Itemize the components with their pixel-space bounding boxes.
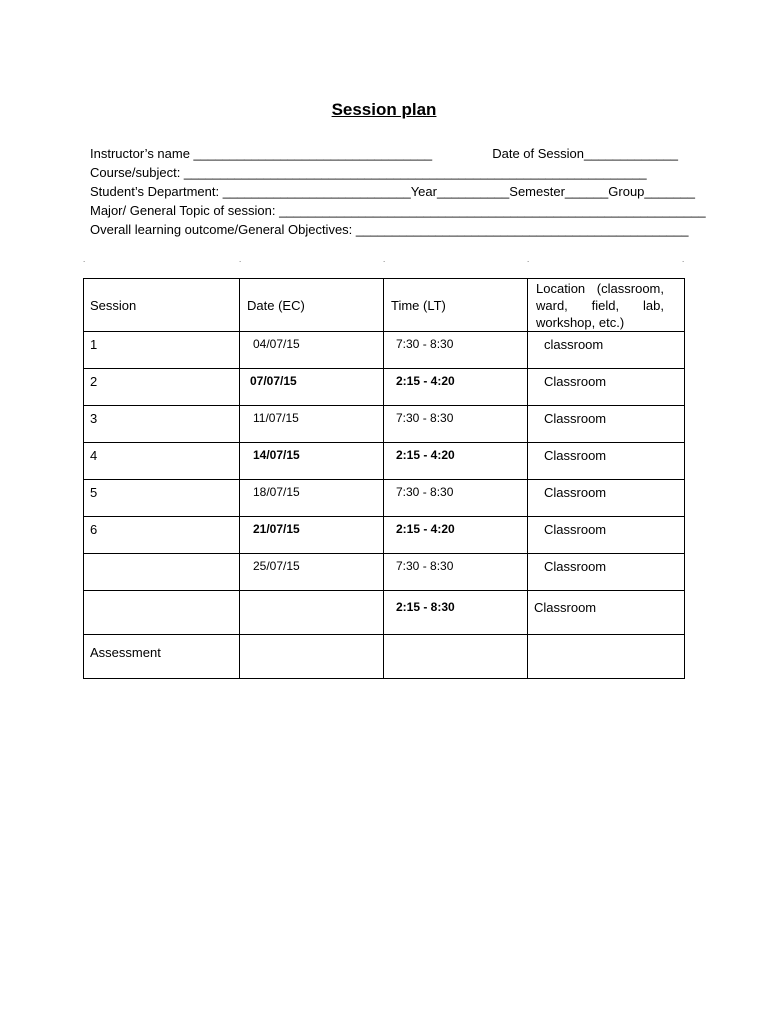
table-marker: . [527,255,530,264]
location-cell: Classroom [528,443,685,480]
time-cell: 2:15 - 4:20 [384,443,528,480]
date-of-session-field: Date of Session_____________ [492,146,678,161]
session-cell: 1 [84,332,240,369]
location-cell: Classroom [528,406,685,443]
table-row [84,591,685,635]
table-row [84,332,685,369]
session-cell [84,591,240,635]
department-year-semester-group-field: Student’s Department: __________________________Year__________Semester______Group_______ [90,184,696,199]
assessment-label: Assessment [84,635,240,679]
time-cell: 2:15 - 4:20 [384,517,528,554]
table-marker: . [83,255,86,264]
topic-field: Major/ General Topic of session: ___________________________________________________________ [90,203,706,218]
time-cell: 2:15 - 4:20 [384,369,528,406]
time-cell: 2:15 - 8:30 [384,591,528,635]
table-row [84,517,685,554]
session-cell: 3 [84,406,240,443]
time-cell: 7:30 - 8:30 [384,406,528,443]
location-cell: Classroom [528,517,685,554]
header-cell: Session [84,279,240,332]
page-title: Session plan [331,100,437,119]
session-table [83,278,685,679]
location-cell: Classroom [528,480,685,517]
date-cell: 11/07/15 [240,406,384,443]
assessment-row [84,635,685,679]
session-cell: 5 [84,480,240,517]
table-row [84,369,685,406]
table-row [84,443,685,480]
table-marker: . [682,255,685,264]
table-row [84,554,685,591]
location-cell: Classroom [528,591,685,635]
date-cell: 18/07/15 [240,480,384,517]
location-cell: Classroom [528,369,685,406]
time-cell: 7:30 - 8:30 [384,332,528,369]
table-header-row [84,279,685,332]
date-cell: 21/07/15 [240,517,384,554]
location-cell: Classroom [528,554,685,591]
table-row [84,480,685,517]
assessment-cell [384,635,528,679]
assessment-cell [240,635,384,679]
instructor-line [90,144,678,163]
instructor-name-field: Instructor’s name _________________________________ [90,146,433,161]
session-cell: 2 [84,369,240,406]
date-cell [240,591,384,635]
session-cell: 6 [84,517,240,554]
date-cell: 25/07/15 [240,554,384,591]
date-cell: 07/07/15 [240,369,384,406]
time-cell: 7:30 - 8:30 [384,554,528,591]
objectives-field: Overall learning outcome/General Objectives: ______________________________________________ [90,222,689,237]
table-marker: . [383,255,386,264]
date-cell: 04/07/15 [240,332,384,369]
location-cell: classroom [528,332,685,369]
date-cell: 14/07/15 [240,443,384,480]
header-cell: Location (classroom, ward, field, lab, workshop, etc.) [528,279,685,332]
header-cell: Date (EC) [240,279,384,332]
header-cell: Time (LT) [384,279,528,332]
table-marker: . [239,255,242,264]
session-cell: 4 [84,443,240,480]
session-cell [84,554,240,591]
table-row [84,406,685,443]
time-cell: 7:30 - 8:30 [384,480,528,517]
course-subject-field: Course/subject: ________________________________________________________________ [90,165,647,180]
assessment-cell [528,635,685,679]
